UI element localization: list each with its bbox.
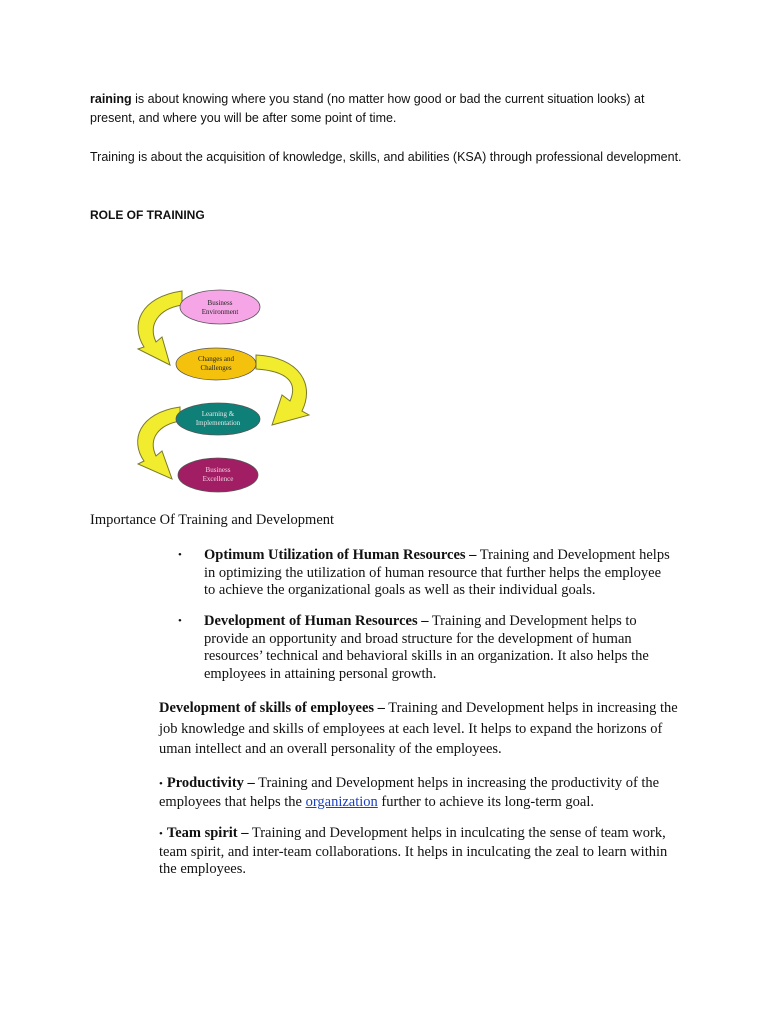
node-label-3a: Learning & [201, 410, 235, 418]
intro-bold-word: raining [90, 92, 132, 106]
bullet-dot: • [159, 778, 163, 790]
productivity-paragraph [159, 775, 679, 811]
productivity-body-2: further to achieve its long-term goal. [377, 793, 595, 810]
team-spirit-paragraph [159, 825, 679, 879]
role-of-training-diagram [130, 285, 320, 500]
node-label-1b: Environment [201, 308, 239, 316]
intro-paragraph-2: Training is about the acquisition of knowledge, skills, and abilities (KSA) through professional development. [90, 150, 682, 164]
organization-link[interactable]: organization [305, 793, 378, 810]
arrow-1 [138, 291, 182, 365]
development-title: Development of skills of employees – [159, 700, 385, 716]
bullet-dot: • [178, 615, 182, 627]
role-of-training-heading: ROLE OF TRAINING [90, 208, 205, 222]
node-label-4b: Excellence [202, 475, 234, 483]
node-label-4a: Business [205, 466, 231, 474]
node-business-environment [180, 290, 260, 324]
node-label-2b: Challenges [200, 364, 232, 372]
intro-paragraph-1 [90, 90, 690, 128]
productivity-title: Productivity – [166, 775, 255, 791]
node-label-1a: Business [207, 299, 233, 307]
bullet-dot: • [159, 828, 163, 840]
bullet-body: Training and Development helps to provide an opportunity and broad structure for the development of human resources’ technical and behavioral skills in an organization. It also helps the employees in attaining personal growth. [204, 613, 649, 682]
node-label-2a: Changes and [198, 355, 234, 363]
bullet-dot: • [178, 549, 182, 561]
productivity-body-1: Training and Development helps in increasing the productivity of the employees that helps the [159, 775, 660, 810]
intro-text-1: is about knowing where you stand (no matter how good or bad the current situation looks) at present, and where you will be after some point of time. [90, 92, 645, 125]
team-spirit-title: Team spirit – [166, 825, 249, 841]
bullet-title: Development of Human Resources – [204, 613, 429, 629]
bullet-body: Training and Development helps in optimizing the utilization of human resource that further helps the employee to achieve the organizational goals as well as their individual goals. [204, 547, 670, 598]
node-label-3b: Implementation [195, 419, 241, 427]
bullet-text [204, 547, 674, 600]
importance-heading: Importance Of Training and Development [90, 512, 335, 528]
bullet-text [204, 613, 674, 683]
development-body: Training and Development helps in increasing the job knowledge and skills of employees at each level. It helps to expand the horizons of uman intellect and an overall personality of the employees. [159, 700, 678, 757]
arrow-3 [138, 407, 180, 479]
bullet-title: Optimum Utilization of Human Resources – [204, 547, 477, 563]
team-spirit-body: Training and Development helps in inculcating the sense of team work, team spirit, and inter-team collaborations. It helps in inculcating the zeal to learn within the employees. [159, 825, 668, 877]
arrow-2 [256, 355, 309, 425]
development-skills-paragraph [159, 698, 679, 760]
